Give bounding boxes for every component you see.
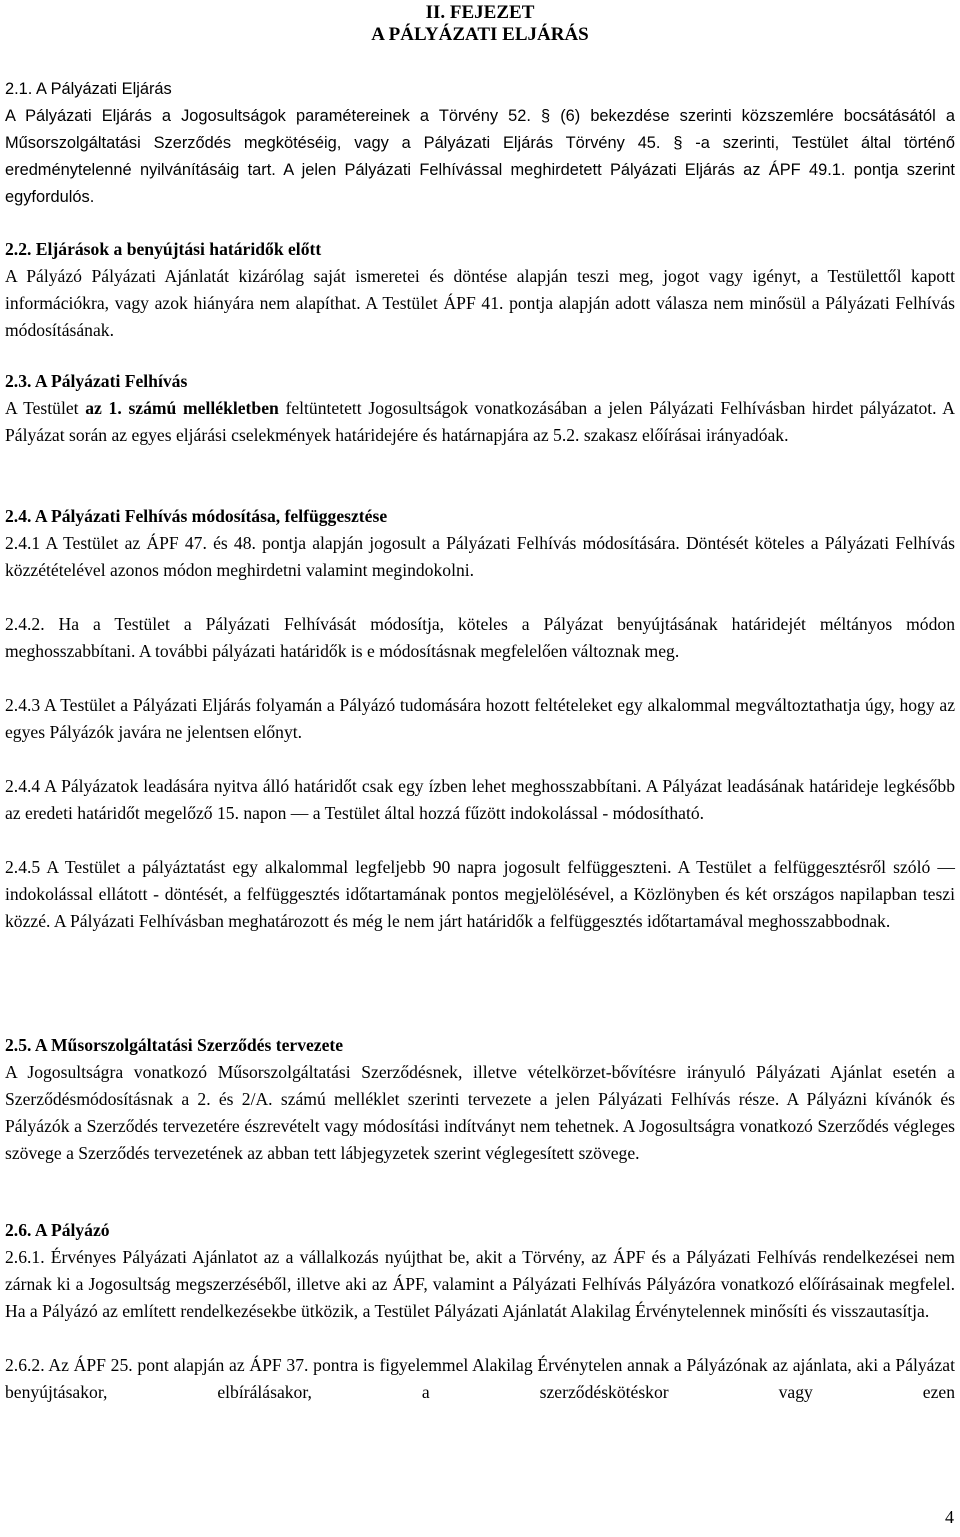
section-2-3-bold-reference: az 1. számú mellékletben (85, 398, 279, 418)
section-2-3-text-end: feltüntetett Jogosultságok vonatkozásában a jelen Pályázati Felhívásban hirdet pályázatot. A Pályázat során az egyes eljárási cselekmények határidejére és határnapjára az 5.2. szakasz előírásai irányadóak. (5, 398, 955, 445)
section-2-4 (5, 503, 955, 935)
section-2-5-heading: 2.5. A Műsorszolgáltatási Szerződés tervezete (5, 1035, 344, 1055)
section-2-3-heading: 2.3. A Pályázati Felhívás (5, 371, 188, 391)
section-2-1 (5, 76, 955, 211)
section-2-2 (5, 236, 955, 344)
section-2-4-5-paragraph: 2.4.5 A Testület a pályáztatást egy alkalommal legfeljebb 90 napra jogosult felfüggeszteni. A Testület a felfüggesztésről szóló — indokolással ellátott - döntését, a felfüggesztés időtartamának pontos megjelölésével, a Közlönyben és két országos napilapban teszi közzé. A Pályázati Felhívásban meghatározott és még le nem járt határidők a felfüggesztés időtartamával meghosszabbodnak. (5, 857, 955, 931)
section-2-2-heading: 2.2. Eljárások a benyújtási határidők előtt (5, 239, 322, 259)
section-2-3-text-start: A Testület (5, 398, 86, 418)
section-2-1-paragraph: A Pályázati Eljárás a Jogosultságok paramétereinek a Törvény 52. § (6) bekezdése szerinti közszemlére bocsátásától a Műsorszolgáltatási Szerződés megkötéséig, vagy a Pályázati Eljárás Törvény 45. § -a szerinti, Testület által történő eredménytelenné nyilvánításáig tart. A jelen Pályázati Felhívással meghirdetett Pályázati Eljárás az ÁPF 49.1. pontja szerint egyfordulós. (5, 107, 955, 206)
section-2-6-heading: 2.6. A Pályázó (5, 1220, 110, 1240)
section-2-4-3-paragraph: 2.4.3 A Testület a Pályázati Eljárás folyamán a Pályázó tudomására hozott feltételeket egy alkalommal megváltoztathatja úgy, hogy az egyes Pályázók javára ne jelentsen előnyt. (5, 695, 955, 742)
page-number: 4 (945, 1507, 954, 1527)
section-2-4-1-paragraph: 2.4.1 A Testület az ÁPF 47. és 48. pontja alapján jogosult a Pályázati Felhívás módosítására. Döntését köteles a Pályázati Felhívás közzétételével azonos módon meghirdetni valamint megindokolni. (5, 533, 955, 580)
chapter-number: II. FEJEZET (425, 2, 535, 23)
section-2-3-paragraph (5, 395, 955, 449)
section-2-5-paragraph: A Jogosultságra vonatkozó Műsorszolgáltatási Szerződésnek, illetve vételkörzet-bővítésre irányuló Pályázati Ajánlat esetén a Szerződésmódosításnak a 2. és 2/A. számú melléklet szerinti tervezete a jelen Pályázati Felhívás része. A Pályázni kívánók és Pályázók a Szerződés tervezetére észrevételt vagy módosítási indítványt nem tehetnek. A Jogosultságra vonatkozó Szerződés végleges szövege a Szerződés tervezetének az abban tett lábjegyzetek szerint véglegesített szövege. (5, 1062, 955, 1163)
section-2-3 (5, 368, 955, 449)
section-2-4-heading: 2.4. A Pályázati Felhívás módosítása, felfüggesztése (5, 506, 388, 526)
section-2-2-paragraph: A Pályázó Pályázati Ajánlatát kizárólag saját ismeretei és döntése alapján teszi meg, jogot vagy igényt, a Testülettől kapott információkra, vagy azok hiányára nem alapíthat. A Testület ÁPF 41. pontja alapján adott válasza nem minősül a Pályázati Felhívás módosításának. (5, 266, 955, 340)
section-2-4-2-paragraph: 2.4.2. Ha a Testület a Pályázati Felhívását módosítja, köteles a Pályázat benyújtásának határidejét méltányos módon meghosszabbítani. A további pályázati határidők is e módosításnak megfelelően változnak meg. (5, 614, 955, 661)
section-2-6 (5, 1217, 955, 1406)
section-2-4-4-paragraph: 2.4.4 A Pályázatok leadására nyitva álló határidőt csak egy ízben lehet meghosszabbítani. A Pályázat leadásának határideje legkésőbb az eredeti határidőt megelőző 15. napon — a Testület által hozzá fűzött indokolással - módosítható. (5, 776, 955, 823)
section-2-1-heading: 2.1. A Pályázati Eljárás (5, 80, 172, 98)
chapter-title: A PÁLYÁZATI ELJÁRÁS (371, 24, 589, 45)
section-2-5 (5, 1032, 955, 1167)
section-2-6-1-paragraph: 2.6.1. Érvényes Pályázati Ajánlatot az a vállalkozás nyújthat be, akit a Törvény, az ÁPF és a Pályázati Felhívás rendelkezései nem zárnak ki a Jogosultság megszerzéséből, illetve aki az ÁPF, valamint a Pályázati Felhívás Pályázóra vonatkozó előírásainak megfelel. Ha a Pályázó az említett rendelkezésekbe ütközik, a Testület Pályázati Ajánlatát Alakilag Érvénytelennek minősíti és visszautasítja. (5, 1247, 955, 1321)
section-2-6-2-paragraph: 2.6.2. Az ÁPF 25. pont alapján az ÁPF 37. pontra is figyelemmel Alakilag Érvénytelen annak a Pályázónak az ajánlata, aki a Pályázat benyújtásakor, elbírálásakor, a szerződéskötéskor vagy ezen (5, 1355, 955, 1402)
